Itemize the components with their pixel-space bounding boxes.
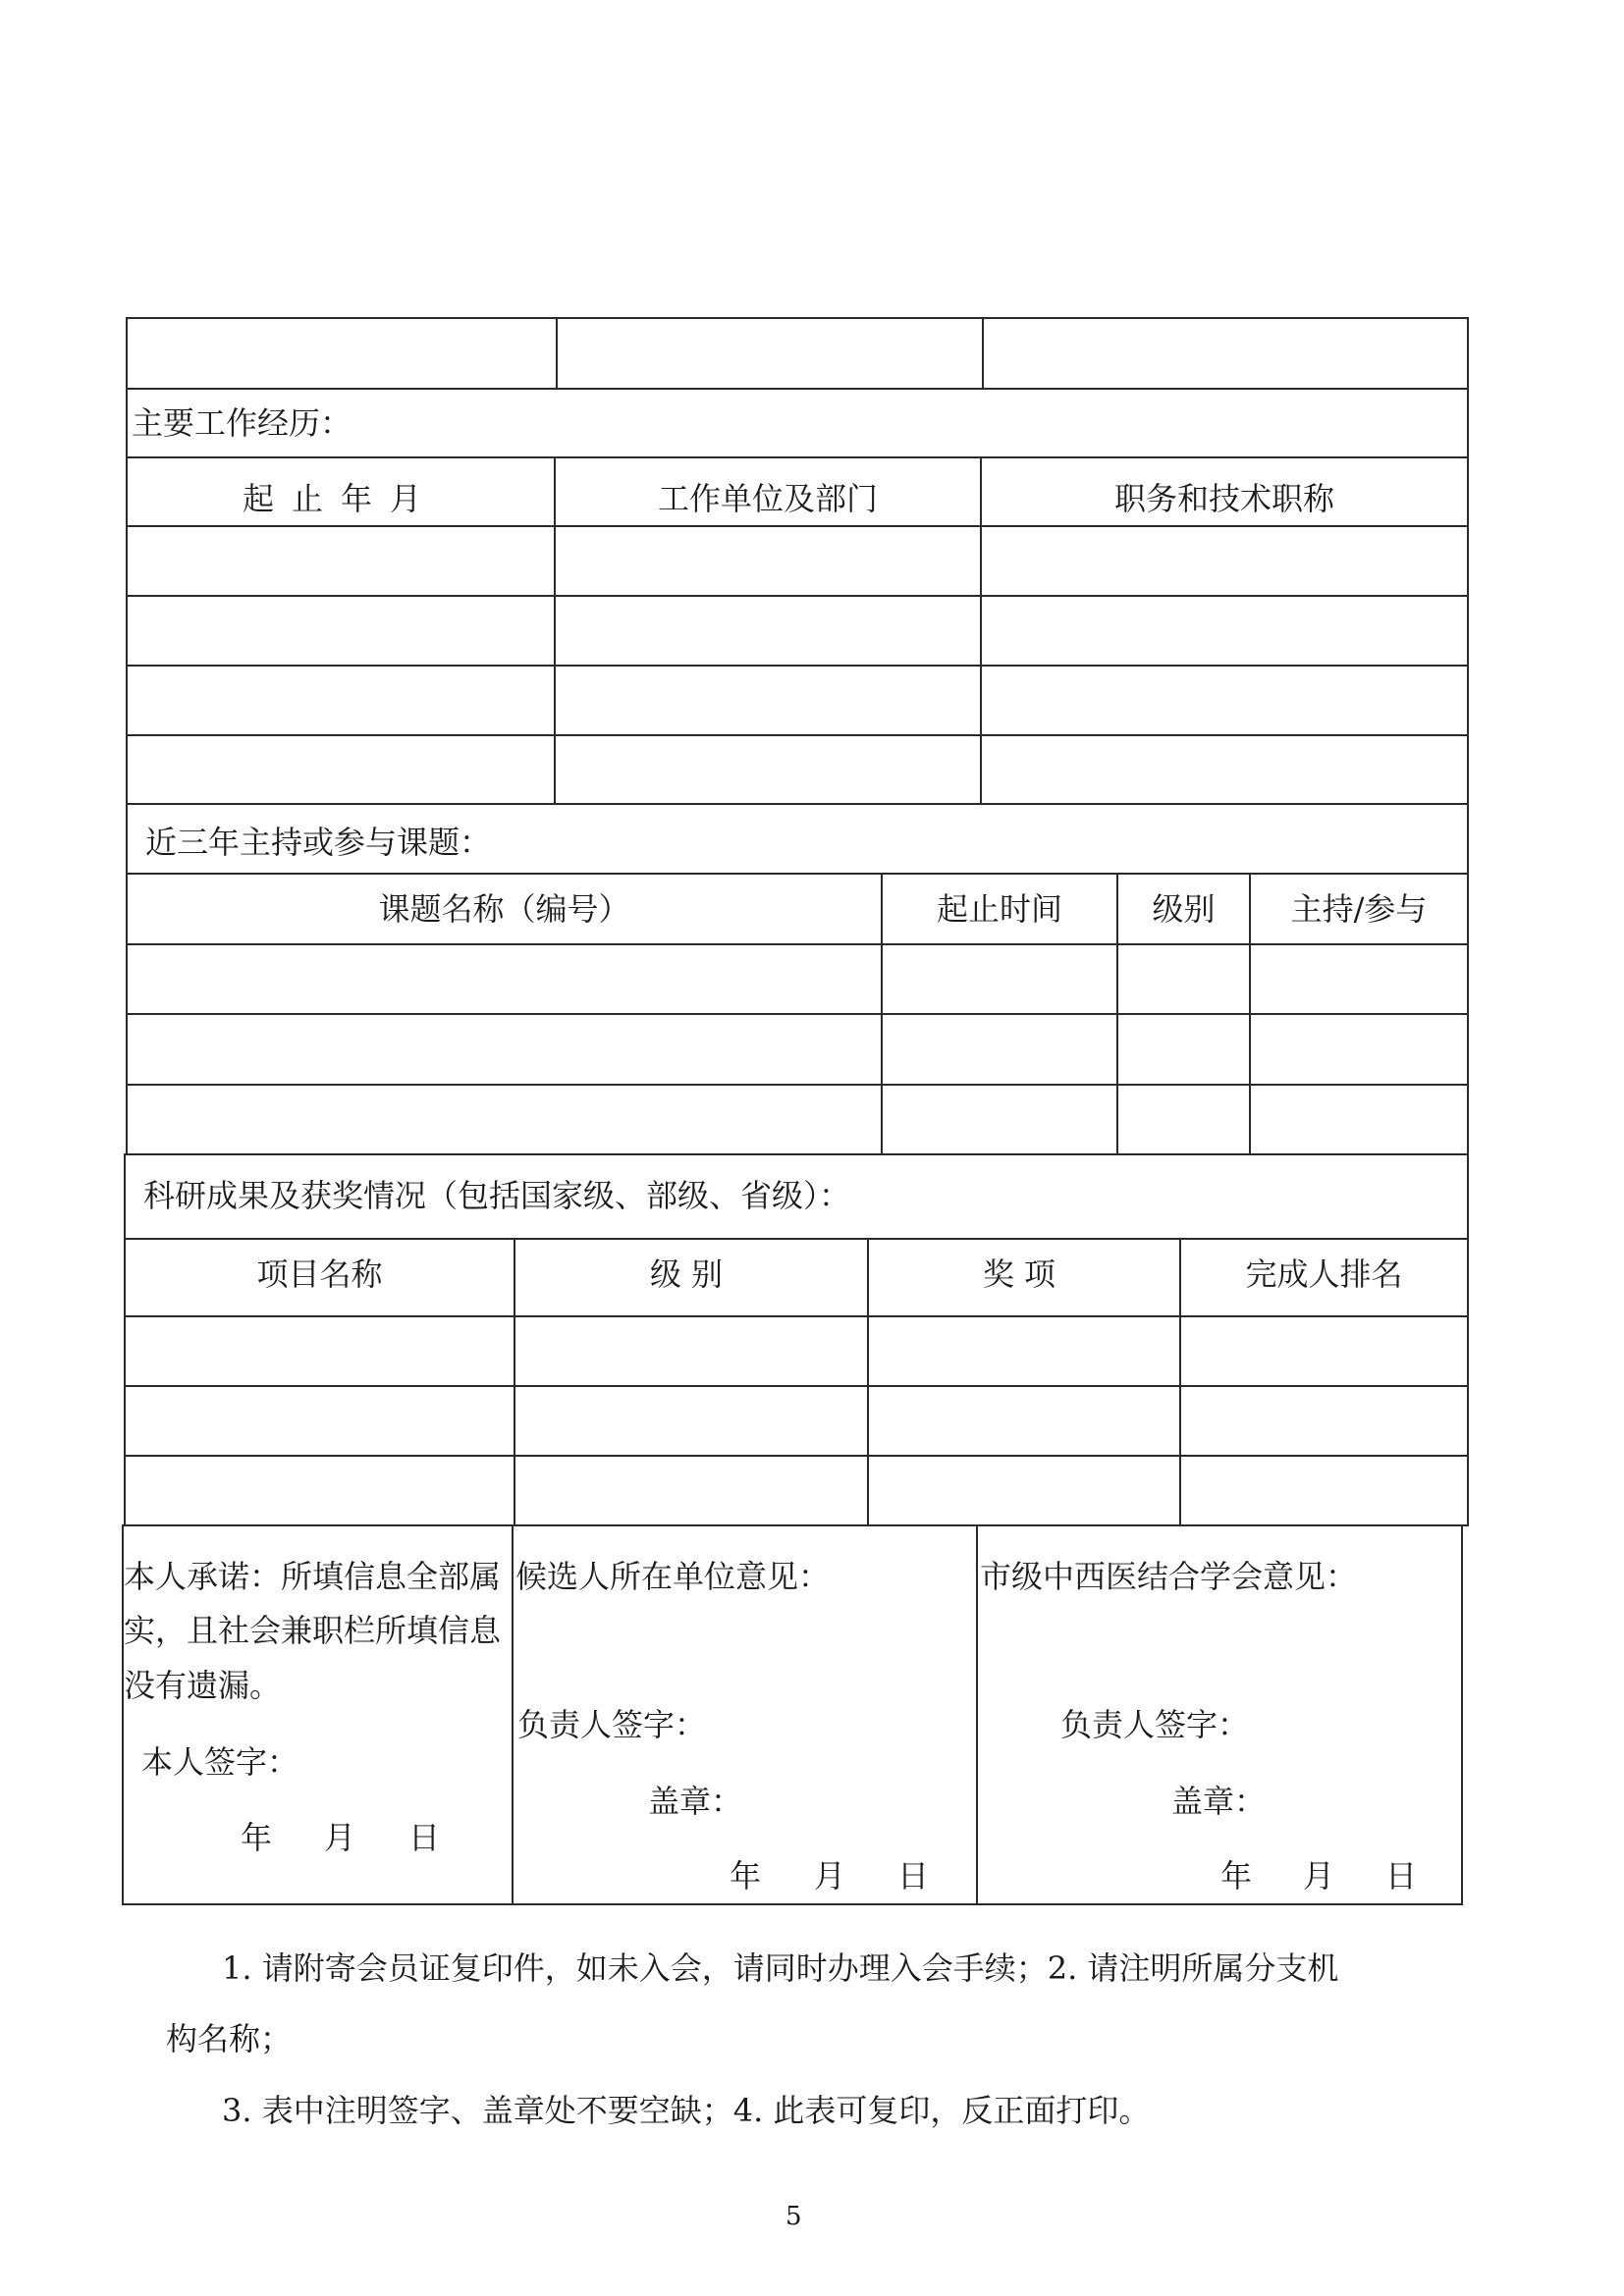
empty-cell[interactable] bbox=[558, 319, 982, 388]
work-history-cell[interactable] bbox=[556, 597, 980, 665]
award-cell[interactable] bbox=[515, 1387, 867, 1455]
unit-date-month: 月 bbox=[814, 1857, 846, 1895]
pledge-sign-label: 本人签字： bbox=[141, 1743, 299, 1781]
association-seal-label: 盖章： bbox=[1171, 1783, 1267, 1820]
award-cell[interactable] bbox=[869, 1387, 1179, 1455]
pledge-line-1: 本人承诺：所填信息全部属 bbox=[124, 1558, 502, 1595]
awards-header-level: 级别 bbox=[649, 1255, 732, 1293]
awards-header-rank: 完成人排名 bbox=[1245, 1255, 1403, 1293]
association-date-day: 日 bbox=[1385, 1857, 1418, 1895]
unit-date-day: 日 bbox=[897, 1857, 930, 1895]
project-cell[interactable] bbox=[883, 1015, 1116, 1084]
projects-header-name: 课题名称（编号） bbox=[378, 890, 630, 928]
project-cell[interactable] bbox=[128, 1015, 881, 1084]
pledge-date-month: 月 bbox=[324, 1819, 356, 1856]
empty-cell[interactable] bbox=[984, 319, 1467, 388]
award-cell[interactable] bbox=[869, 1457, 1179, 1524]
projects-title: 近三年主持或参与课题： bbox=[145, 824, 492, 861]
note-line-3: 3. 表中注明签字、盖章处不要空缺；4. 此表可复印，反正面打印。 bbox=[222, 2092, 1151, 2129]
association-date-month: 月 bbox=[1303, 1857, 1335, 1895]
projects-header-period: 起止时间 bbox=[936, 890, 1062, 928]
association-sign-label: 负责人签字： bbox=[1060, 1706, 1250, 1743]
awards-header-award: 奖项 bbox=[982, 1255, 1065, 1293]
award-cell[interactable] bbox=[1181, 1457, 1467, 1524]
note-line-1: 1. 请附寄会员证复印件，如未入会，请同时办理入会手续；2. 请注明所属分支机 bbox=[222, 1949, 1339, 1987]
work-history-cell[interactable] bbox=[982, 736, 1467, 803]
unit-date-year: 年 bbox=[730, 1857, 762, 1895]
award-cell[interactable] bbox=[515, 1317, 867, 1385]
pledge-line-2: 实，且社会兼职栏所填信息 bbox=[124, 1612, 502, 1649]
pledge-line-3: 没有遗漏。 bbox=[124, 1667, 282, 1704]
project-cell[interactable] bbox=[1118, 1086, 1249, 1153]
projects-header-role: 主持/参与 bbox=[1290, 890, 1428, 928]
award-cell[interactable] bbox=[126, 1457, 514, 1524]
awards-header-project: 项目名称 bbox=[256, 1255, 383, 1293]
association-opinion-title: 市级中西医结合学会意见： bbox=[980, 1558, 1358, 1595]
project-cell[interactable] bbox=[883, 1086, 1116, 1153]
award-cell[interactable] bbox=[126, 1317, 514, 1385]
project-cell[interactable] bbox=[1118, 1015, 1249, 1084]
work-history-cell[interactable] bbox=[556, 667, 980, 734]
project-cell[interactable] bbox=[883, 945, 1116, 1013]
project-cell[interactable] bbox=[1251, 1086, 1467, 1153]
award-cell[interactable] bbox=[869, 1317, 1179, 1385]
pledge-date-day: 日 bbox=[408, 1819, 441, 1856]
unit-sign-label: 负责人签字： bbox=[517, 1706, 707, 1743]
association-date-year: 年 bbox=[1220, 1857, 1253, 1895]
work-history-header-period: 起止年月 bbox=[242, 480, 439, 517]
work-history-cell[interactable] bbox=[128, 736, 554, 803]
project-cell[interactable] bbox=[128, 945, 881, 1013]
work-history-cell[interactable] bbox=[982, 667, 1467, 734]
work-history-cell[interactable] bbox=[128, 527, 554, 595]
work-history-cell[interactable] bbox=[982, 597, 1467, 665]
empty-cell[interactable] bbox=[128, 319, 556, 388]
award-cell[interactable] bbox=[515, 1457, 867, 1524]
projects-header-level: 级别 bbox=[1152, 890, 1216, 928]
project-cell[interactable] bbox=[1251, 1015, 1467, 1084]
award-cell[interactable] bbox=[1181, 1387, 1467, 1455]
page-number: 5 bbox=[785, 2202, 802, 2231]
note-line-2: 构名称； bbox=[166, 2020, 293, 2057]
work-history-cell[interactable] bbox=[128, 667, 554, 734]
work-history-cell[interactable] bbox=[556, 527, 980, 595]
work-history-title: 主要工作经历： bbox=[132, 404, 352, 442]
work-history-cell[interactable] bbox=[556, 736, 980, 803]
award-cell[interactable] bbox=[1181, 1317, 1467, 1385]
unit-opinion-title: 候选人所在单位意见： bbox=[515, 1558, 831, 1595]
unit-seal-label: 盖章： bbox=[648, 1783, 743, 1820]
awards-title: 科研成果及获奖情况（包括国家级、部级、省级）： bbox=[143, 1177, 851, 1214]
project-cell[interactable] bbox=[1118, 945, 1249, 1013]
project-cell[interactable] bbox=[128, 1086, 881, 1153]
work-history-cell[interactable] bbox=[128, 597, 554, 665]
work-history-cell[interactable] bbox=[982, 527, 1467, 595]
award-cell[interactable] bbox=[126, 1387, 514, 1455]
project-cell[interactable] bbox=[1251, 945, 1467, 1013]
work-history-header-employer: 工作单位及部门 bbox=[657, 480, 878, 517]
work-history-header-title: 职务和技术职称 bbox=[1113, 480, 1334, 517]
pledge-date-year: 年 bbox=[241, 1819, 273, 1856]
